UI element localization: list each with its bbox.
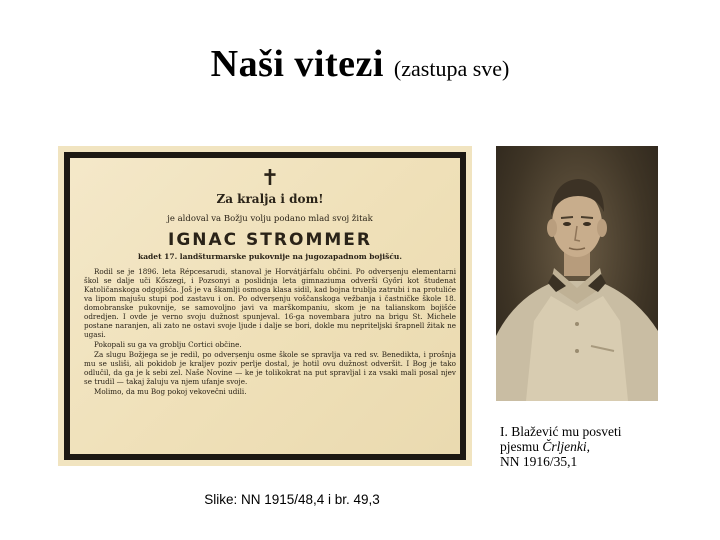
caption-line: I. Blažević mu posveti — [500, 424, 622, 439]
obituary-rank: kadet 17. landšturmarske pukovnije na jugozapadnom bojišću. — [138, 252, 402, 261]
cross-icon: ✝ — [260, 166, 280, 191]
obituary-paragraph: Za slugu Božjega se je redil, po odverșenju osme škole se spravlja va red sv. Benedikta, i prošnja mu se usliši, ali pokidob je kraljev poziv perlje dostal, je hotil ovu dužnost odveršit. I Bog je tako odlučil, da ga je k sebi zel. Naše Novine — ke je tolikokrat na put spravljal i za vsaki mali posal njev se trudil — takaj žaluju va njem ufanje svoje. — [84, 350, 456, 386]
photo-caption — [500, 424, 710, 469]
newspaper-clipping — [58, 146, 472, 466]
obituary-motto: Za kralja i dom! — [216, 192, 324, 206]
obituary-name: IGNAC STROMMER — [168, 230, 372, 250]
soldier-portrait-photo — [496, 146, 658, 401]
obituary-paragraph: Molimo, da mu Bog pokoj vekovečni udili. — [94, 387, 247, 396]
poem-title: Črljenki — [542, 439, 587, 454]
obituary-text — [80, 168, 460, 397]
slide-title — [0, 42, 720, 86]
image-credit: Slike: NN 1915/48,4 i br. 49,3 — [204, 492, 380, 507]
obituary-intro: je aldoval va Božju volju podano mlad svoj žitak — [167, 214, 373, 224]
obituary-paragraph: Rodil se je 1896. leta Répcesarudi, stanoval je Horvátjárfalu občini. Po odverșenju elementarni škol se dalje uči Kőszegi, i Pozsonyi a poslidnja leta gimnaziuma odverši Győri kot študenat Katoličanskoga odgojišća. Još je va škamlji osmoga klasa sidil, kad bojna trublja zatrubi i na protuliće va lipom majušu stupi pod zastavu i on. Po odverșenju voščanskoga vežbanja i častničke škole 18. domobranske pukovnije, se samovoljno javi va marškompaniu, skom je na talianskom bojišće odredjen. I ovde je verno svoju dužnost spunjeval. 16-ga novembara jutro na brigu St. Michele postane naranjen, ali zato ne ostavi svoje ljude i dalje se bori, dokle mu nepriteljski šrapnell žitak ne ugasi. — [84, 267, 456, 339]
obituary-paragraph: Pokopali su ga va groblju Cortici občine. — [94, 340, 242, 349]
caption-line: pjesmu Črljenki, — [500, 439, 590, 454]
title-subtitle: (zastupa sve) — [393, 56, 510, 81]
title-main: Naši vitezi — [210, 43, 384, 85]
caption-line: NN 1916/35,1 — [500, 454, 578, 469]
